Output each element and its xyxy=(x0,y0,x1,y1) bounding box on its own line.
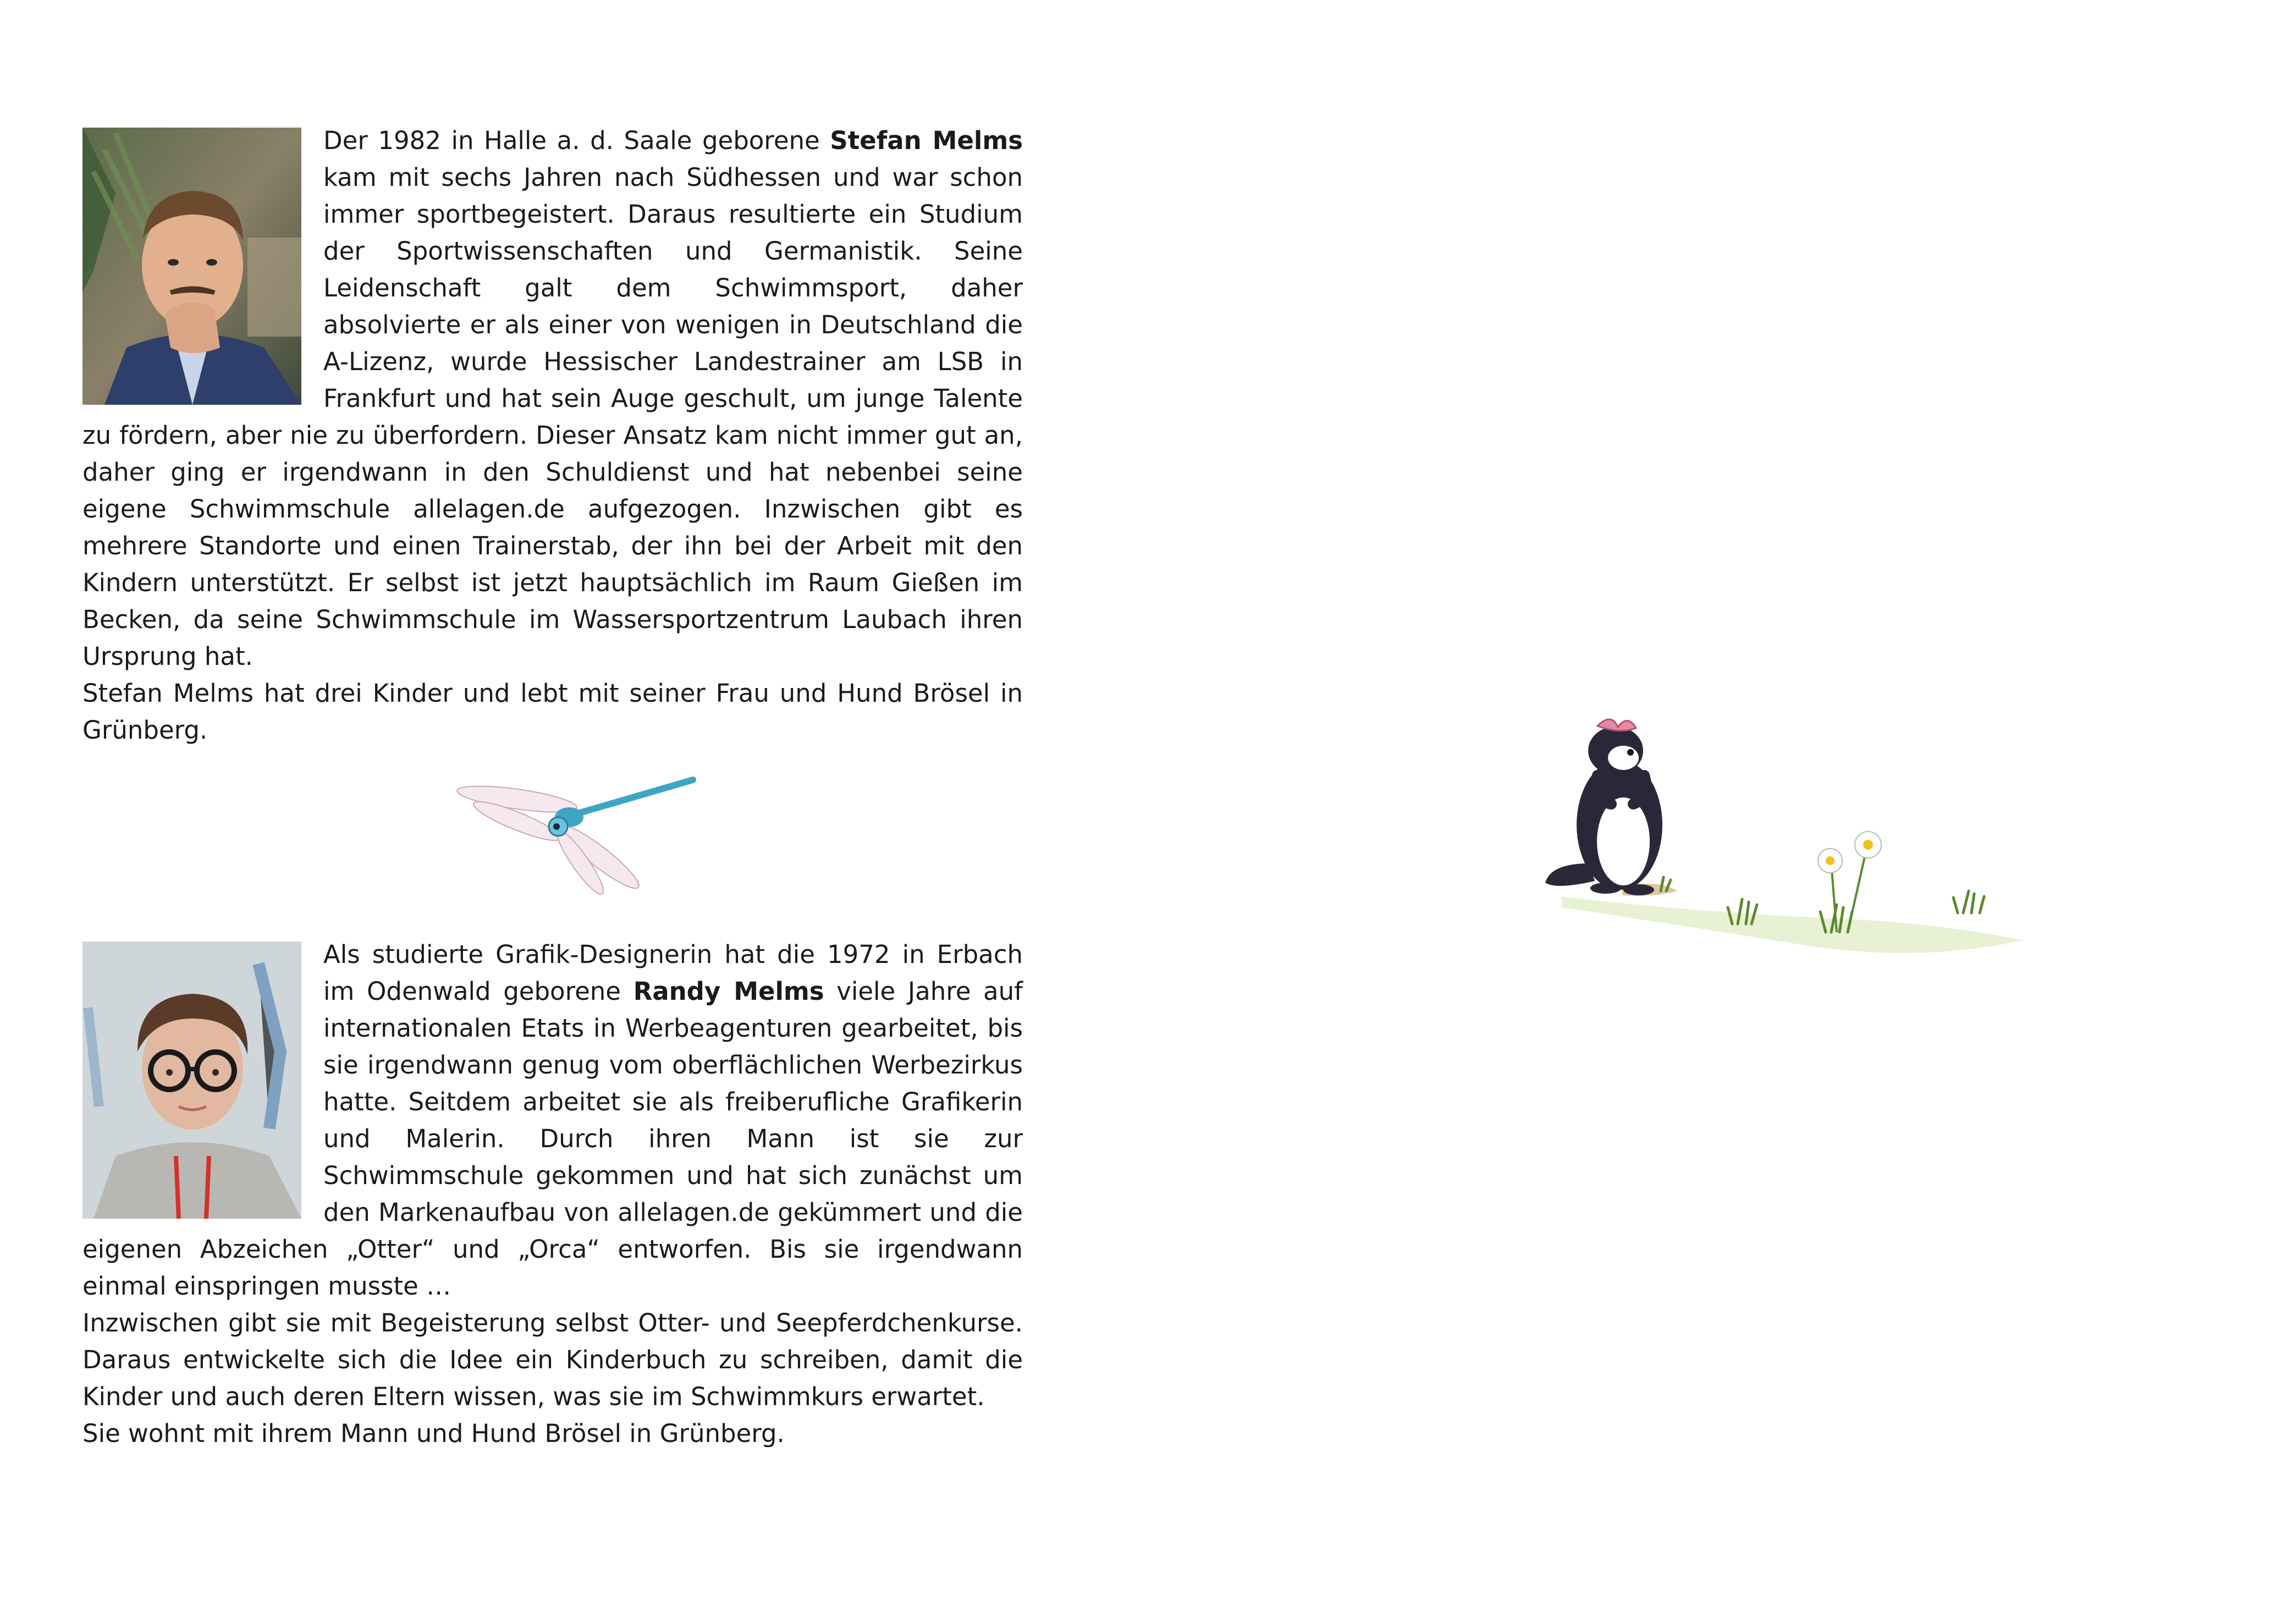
dragonfly-illustration xyxy=(451,774,698,901)
bio2-intro: Als studierte Grafik-Designerin hat die 1972 in Erbach im Odenwald geborene xyxy=(323,940,1023,1006)
bio2-paragraph-2: Inzwischen gibt sie mit Begeisterung selbst Otter- und Seepferdchenkurse. Daraus entwickelte sich die Idee ein Kinderbuch zu schreiben, damit die Kinder und auch deren Eltern wissen, was sie im Schwimmkurs erwartet. xyxy=(82,1308,1023,1411)
bio1-intro: Der 1982 in Halle a. d. Saale geborene xyxy=(323,126,830,155)
portrait-man-photo xyxy=(82,128,301,405)
bio1-name: Stefan Melms xyxy=(830,126,1023,155)
bio1-closing: Stefan Melms hat drei Kinder und lebt mit seiner Frau und Hund Brösel in Grünberg. xyxy=(82,679,1023,745)
bio-stefan-melms xyxy=(82,122,1023,748)
otter-illustration xyxy=(1479,682,2029,979)
portrait-woman-photo xyxy=(82,942,301,1219)
bio1-text: kam mit sechs Jahren nach Südhessen und war schon immer sportbegeistert. Daraus resultierte ein Studium der Sportwissenschaften und Germanistik. Seine Leidenschaft galt dem Schwimmsport, daher absolvierte er als einer von wenigen in Deutschland die A-Lizenz, wurde Hessischer Landestrainer am LSB in Frankfurt und hat sein Auge geschult, um junge Talente zu fördern, aber nie zu überfordern. Dieser Ansatz kam nicht immer gut an, daher ging er irgendwann in den Schuldienst und hat nebenbei seine eigene Schwimmschule allelagen.de aufgezogen. Inzwischen gibt es mehrere Standorte und einen Trainerstab, der ihn bei der Arbeit mit den Kindern unterstützt. Er selbst ist jetzt hauptsächlich im Raum Gießen im Becken, da seine Schwimmschule im Wassersportzentrum Laubach ihren Ursprung hat. xyxy=(82,163,1023,671)
bio2-closing: Sie wohnt mit ihrem Mann und Hund Brösel in Grünberg. xyxy=(82,1419,785,1448)
bio2-text: viele Jahre auf internationalen Etats in Werbeagenturen gearbeitet, bis sie irgendwann genug vom oberflächlichen Werbezirkus hatte. Seitdem arbeitet sie als freiberufliche Grafikerin und Malerin. Durch ihren Mann ist sie zur Schwimmschule gekommen und hat sich zunächst um den Markenaufbau von allelagen.de gekümmert und die eigenen Abzeichen „Otter“ und „Orca“ entworfen. Bis sie irgendwann einmal einspringen musste … xyxy=(82,977,1023,1301)
bio-randy-melms xyxy=(82,936,1023,1452)
bio2-name: Randy Melms xyxy=(633,977,824,1006)
